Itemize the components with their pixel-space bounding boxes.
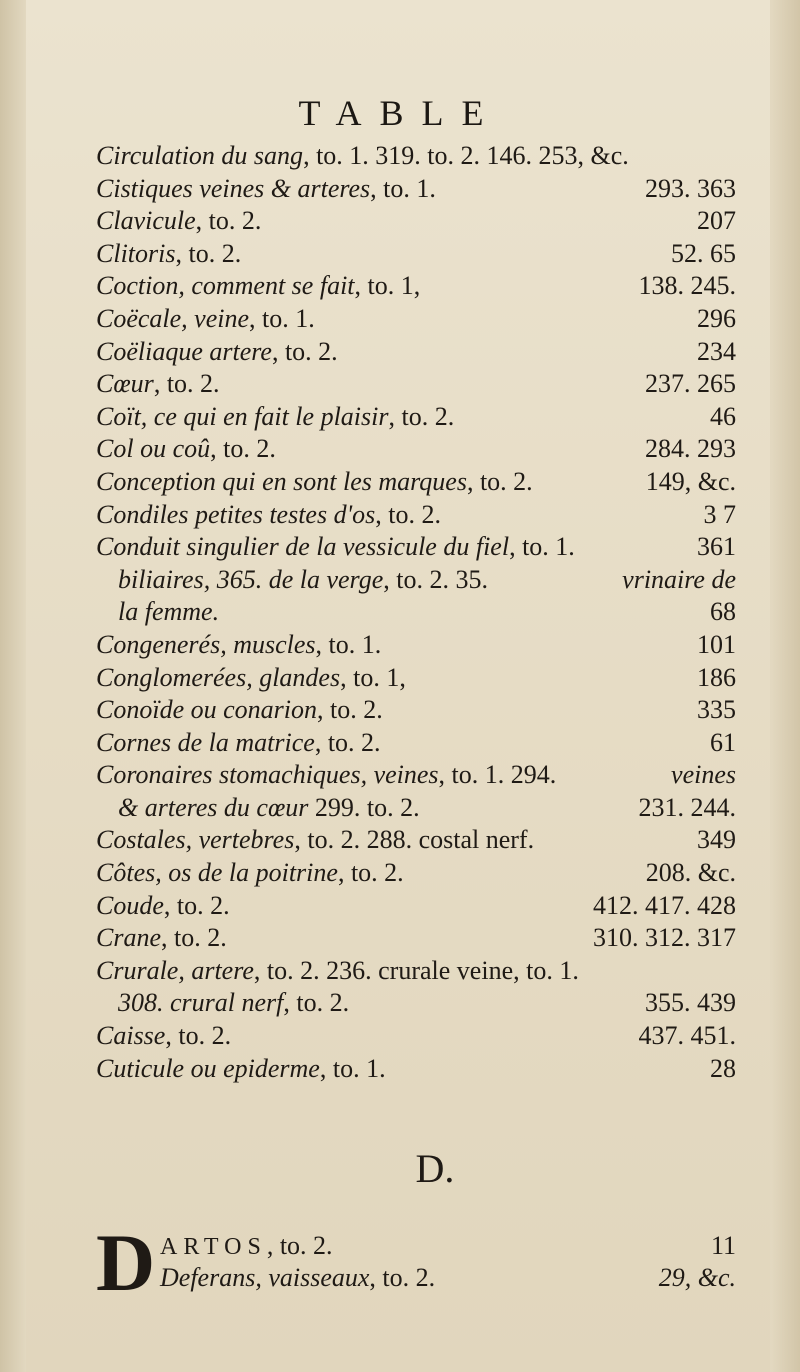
index-entry	[96, 662, 736, 695]
entry-pages: 52. 65	[671, 238, 736, 268]
index-entry	[96, 824, 736, 857]
entry-pages: 234	[697, 336, 736, 366]
entry-ref: , to. 2.	[314, 727, 381, 757]
entry-term: Crurale, artere	[96, 955, 254, 985]
entry-ref: , to. 2.	[165, 1021, 232, 1051]
entry-pages: 207	[697, 206, 736, 236]
entry-ref: , to. 2.	[283, 988, 350, 1018]
index-entry	[96, 694, 736, 727]
entry-pages: vrinaire de	[622, 564, 736, 594]
entry-term: Coëcale, veine	[96, 303, 250, 333]
entry-term: Conduit singulier de la vessicule du fiel	[96, 532, 510, 562]
index-entry	[96, 433, 736, 466]
entry-term: Conglomerées, glandes	[96, 662, 341, 692]
entry-ref: , to. 1,	[354, 271, 421, 301]
entry-pages: 186	[697, 662, 736, 692]
index-entry	[96, 922, 736, 955]
entry-term: 308. crural nerf	[118, 988, 284, 1018]
section-heading: D.	[415, 1146, 455, 1191]
index-entry	[96, 140, 736, 173]
index-entry	[96, 368, 736, 401]
entry-pages: 3 7	[703, 499, 736, 529]
index-entry	[96, 466, 736, 499]
entry-ref: , to. 1.	[370, 173, 436, 203]
entry-ref: , to. 2. 288. costal nerf.	[294, 825, 535, 855]
drop-cap: D	[96, 1217, 156, 1308]
index-entry	[96, 531, 736, 564]
entry-term: Clitoris	[96, 238, 176, 268]
entry-ref: , to. 2.	[466, 466, 533, 496]
index-entry	[96, 564, 736, 597]
index-entry	[96, 401, 736, 434]
entry-pages: 412. 417. 428	[593, 890, 736, 920]
entry-term: Caisse	[96, 1021, 166, 1051]
entry-pages: 335	[697, 695, 736, 725]
entry-term: Clavicule	[96, 206, 196, 236]
entry-term: Congenerés, muscles	[96, 629, 316, 659]
entry-ref: , to. 1.	[249, 303, 315, 333]
entry-term: Deferans, vaisseaux	[160, 1263, 370, 1292]
entry-ref: 299. to. 2.	[308, 792, 420, 822]
entry-ref: , to. 2.	[195, 206, 262, 236]
entry-term: la femme.	[118, 597, 220, 627]
index-entry	[96, 303, 736, 336]
entry-term: Cuticule ou epiderme	[96, 1053, 320, 1083]
entry-pages: 101	[697, 629, 736, 659]
entry-term: ARTOS	[160, 1234, 267, 1260]
index-entry	[96, 1020, 736, 1053]
entry-term: Côtes, os de la poitrine	[96, 858, 338, 888]
entry-term: Coronaires stomachiques, veines	[96, 760, 439, 790]
entry-ref: , to. 2.	[153, 369, 220, 399]
entry-term: Cornes de la matrice	[96, 727, 315, 757]
entry-pages: 284. 293	[645, 434, 736, 464]
index-entry	[96, 857, 736, 890]
entry-term: Cistiques veines & arteres	[96, 173, 371, 203]
index-entry	[96, 336, 736, 369]
index-entry	[96, 205, 736, 238]
index-entry	[96, 596, 736, 629]
entry-ref: , to. 2.	[388, 401, 455, 431]
entry-pages: 68	[710, 597, 736, 627]
index-entry	[96, 759, 736, 792]
entry-ref: , to. 1.	[315, 629, 382, 659]
entry-ref: , to. 2.	[375, 499, 441, 529]
entry-ref: , to. 2.	[369, 1263, 436, 1292]
entry-term: Coëliaque artere	[96, 336, 272, 366]
entry-term: biliaires, 365. de la verge	[118, 564, 384, 594]
entry-ref: , to. 2.	[317, 695, 383, 725]
entry-pages: 28	[710, 1053, 736, 1083]
entry-pages: 349	[697, 825, 736, 855]
entry-ref: , to. 2.	[161, 923, 227, 953]
entry-term: Costales, vertebres	[96, 825, 295, 855]
entry-term: Coude	[96, 890, 164, 920]
entry-term: & arteres du cœur	[118, 792, 309, 822]
index-entry	[96, 270, 736, 303]
entry-term: Conoïde ou conarion	[96, 695, 317, 725]
entry-ref: , to. 2.	[337, 858, 404, 888]
entry-ref: , to. 2.	[175, 238, 242, 268]
entry-ref: , to. 1.	[319, 1053, 386, 1083]
entry-pages: 355. 439	[645, 988, 736, 1018]
entry-term: Col ou coû	[96, 434, 211, 464]
entry-pages: 208. &c.	[645, 858, 736, 888]
entry-term: Condiles petites testes d'os	[96, 499, 376, 529]
index-entry	[96, 1053, 736, 1086]
index-entry	[96, 727, 736, 760]
entry-pages: 29, &c.	[658, 1263, 736, 1292]
entry-pages: 437. 451.	[638, 1021, 736, 1051]
entry-pages: 231. 244.	[638, 792, 736, 822]
entry-term: Crane	[96, 923, 161, 953]
index-entry	[96, 987, 736, 1020]
index-entry	[96, 238, 736, 271]
index-entry	[96, 792, 736, 825]
entry-pages: 293. 363	[645, 173, 736, 203]
entry-ref: , to. 2.	[163, 890, 230, 920]
entry-pages: 11	[710, 1231, 736, 1260]
entry-term: Cœur	[96, 369, 154, 399]
index-list	[96, 140, 736, 1085]
entry-pages: 237. 265	[645, 369, 736, 399]
index-entry	[96, 499, 736, 532]
entry-pages: 138. 245.	[638, 271, 736, 301]
index-entry	[160, 1262, 736, 1294]
index-entry	[96, 173, 736, 206]
entry-ref: , to. 2.	[266, 1231, 333, 1260]
page-title: TABLE	[298, 93, 502, 133]
entry-term: Coït, ce qui en fait le plaisir	[96, 401, 389, 431]
entry-ref: , to. 1. 319. to. 2. 146. 253, &c.	[303, 141, 629, 170]
index-entry	[96, 955, 736, 988]
index-entry	[96, 629, 736, 662]
entry-pages: 46	[710, 401, 736, 431]
index-entry	[160, 1230, 736, 1262]
entry-term: Conception qui en sont les marques	[96, 466, 467, 496]
entry-pages: veines	[671, 760, 736, 790]
entry-pages: 361	[697, 532, 736, 562]
entry-ref: , to. 1.	[509, 532, 575, 562]
entry-pages: 149, &c.	[645, 466, 736, 496]
entry-term: Circulation du sang	[96, 141, 304, 170]
entry-pages: 61	[710, 727, 736, 757]
entry-ref: , to. 2. 35.	[383, 564, 488, 594]
index-entry	[96, 890, 736, 923]
entry-ref: , to. 1,	[340, 662, 406, 692]
entry-ref: , to. 2.	[210, 434, 276, 464]
entry-ref: , to. 1. 294.	[438, 760, 557, 790]
entry-pages: 310. 312. 317	[593, 923, 736, 953]
entry-ref: , to. 2. 236. crurale veine, to. 1.	[253, 955, 579, 985]
entry-term: Coction, comment se fait	[96, 271, 355, 301]
entry-ref: , to. 2.	[271, 336, 338, 366]
entry-pages: 296	[697, 303, 736, 333]
